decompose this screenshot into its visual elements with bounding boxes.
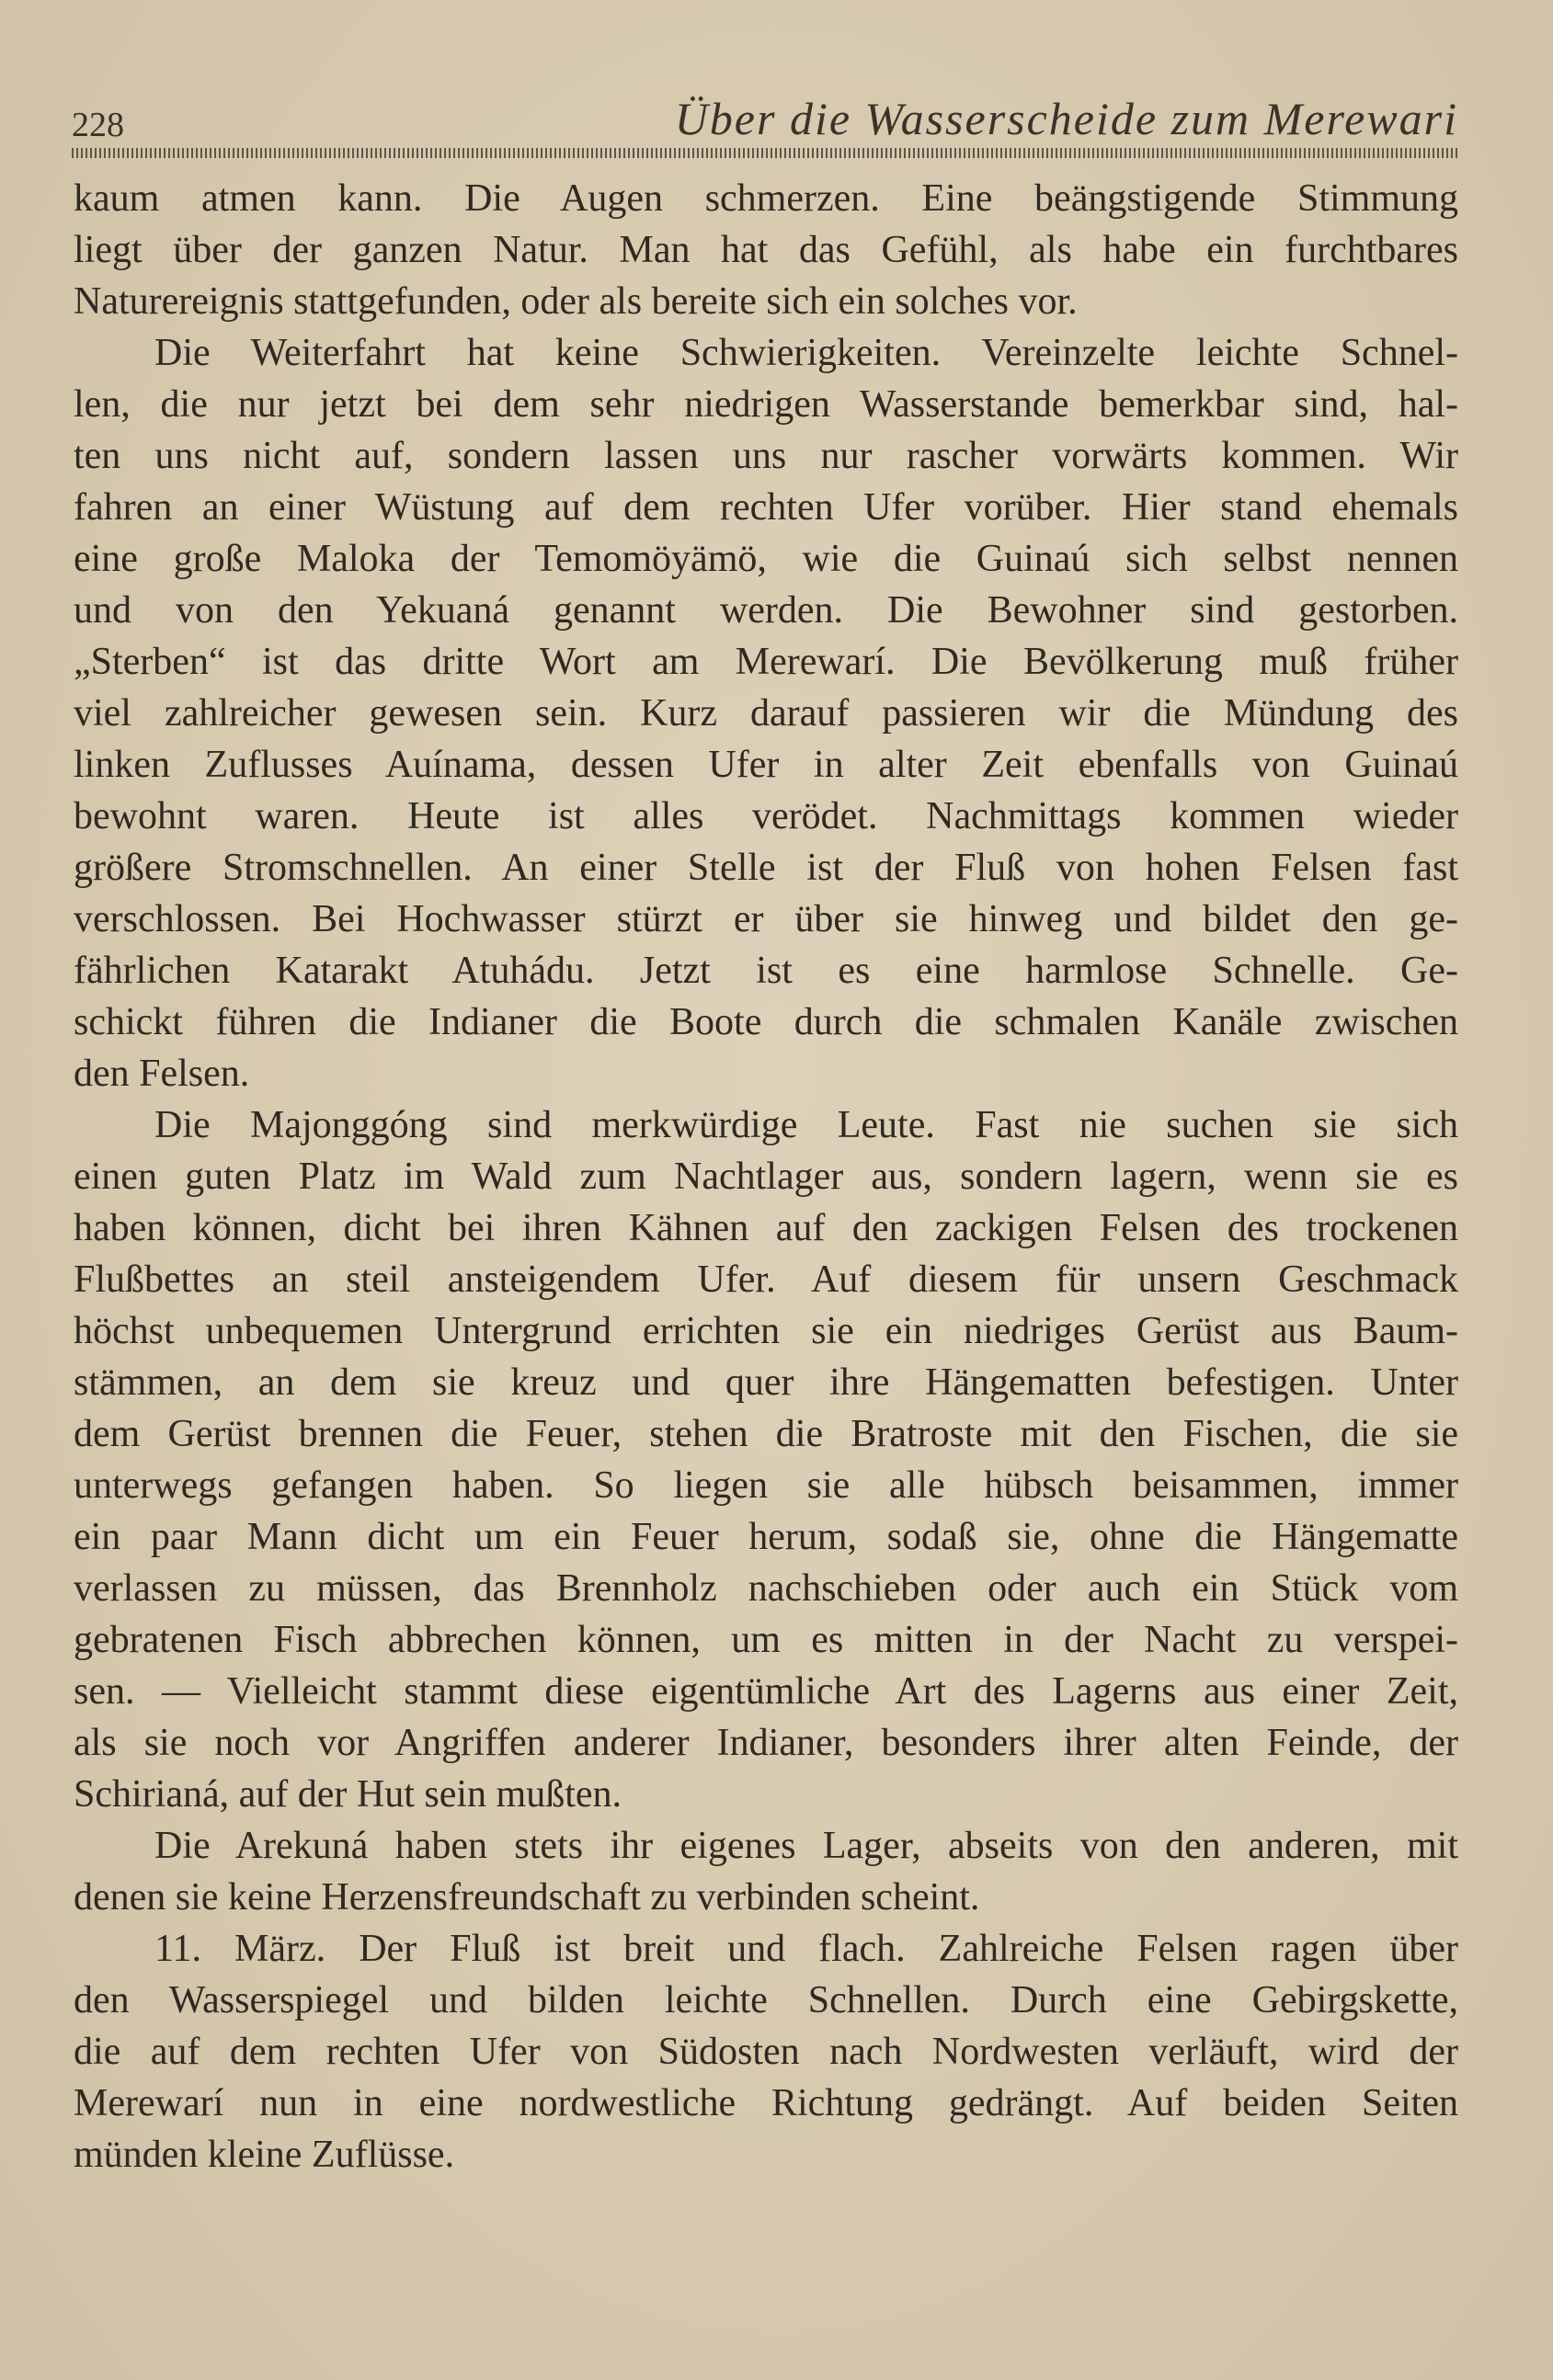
text-line: stämmen, an dem sie kreuz und quer ihre Hängematten befestigen. Unter	[74, 1361, 1458, 1404]
text-line: einen guten Platz im Wald zum Nachtlager aus, sondern lagern, wenn sie es	[74, 1156, 1458, 1198]
text-line: len, die nur jetzt bei dem sehr niedrigen Wasserstande bemerkbar sind, hal-	[74, 383, 1458, 426]
text-line: ein paar Mann dicht um ein Feuer herum, sodaß sie, ohne die Hängematte	[74, 1516, 1458, 1558]
text-line: „Sterben“ ist das dritte Wort am Merewarí. Die Bevölkerung muß früher	[74, 641, 1458, 683]
text-line: verschlossen. Bei Hochwasser stürzt er über sie hinweg und bildet den ge-	[74, 898, 1458, 940]
text-line: höchst unbequemen Untergrund errichten sie ein niedriges Gerüst aus Baum-	[74, 1310, 1458, 1352]
text-line: gebratenen Fisch abbrechen können, um es mitten in der Nacht zu verspei-	[74, 1619, 1458, 1661]
text-line: viel zahlreicher gewesen sein. Kurz darauf passieren wir die Mündung des	[74, 692, 1458, 734]
text-line: Schirianá, auf der Hut sein mußten.	[74, 1773, 622, 1816]
text-line: fährlichen Katarakt Atuhádu. Jetzt ist es eine harmlose Schnelle. Ge-	[74, 950, 1458, 992]
text-line: den Felsen.	[74, 1053, 250, 1095]
running-title: Über die Wasserscheide zum Merewari	[674, 93, 1458, 144]
text-line: linken Zuflusses Auínama, dessen Ufer in alter Zeit ebenfalls von Guinaú	[74, 744, 1458, 786]
text-line: denen sie keine Herzensfreundschaft zu verbinden scheint.	[74, 1876, 980, 1919]
text-line: den Wasserspiegel und bilden leichte Schnellen. Durch eine Gebirgskette,	[74, 1979, 1458, 2021]
text-line: und von den Yekuaná genannt werden. Die Bewohner sind gestorben.	[74, 589, 1458, 632]
text-line: eine große Maloka der Temomöyämö, wie die Guinaú sich selbst nennen	[74, 538, 1458, 580]
text-line: 11. März. Der Fluß ist breit und flach. Zahlreiche Felsen ragen über	[154, 1928, 1458, 1970]
page-number: 228	[72, 106, 124, 144]
body-text	[74, 173, 1458, 2181]
text-line: schickt führen die Indianer die Boote durch die schmalen Kanäle zwischen	[74, 1001, 1458, 1043]
text-line: als sie noch vor Angriffen anderer Indianer, besonders ihrer alten Feinde, der	[74, 1722, 1458, 1764]
text-line: ten uns nicht auf, sondern lassen uns nur rascher vorwärts kommen. Wir	[74, 435, 1458, 477]
text-line: größere Stromschnellen. An einer Stelle ist der Fluß von hohen Felsen fast	[74, 847, 1458, 889]
text-line: dem Gerüst brennen die Feuer, stehen die Bratroste mit den Fischen, die sie	[74, 1413, 1458, 1455]
text-line: verlassen zu müssen, das Brennholz nachschieben oder auch ein Stück vom	[74, 1567, 1458, 1610]
text-line: Naturereignis stattgefunden, oder als bereite sich ein solches vor.	[74, 280, 1078, 323]
text-line: Flußbettes an steil ansteigendem Ufer. Auf diesem für unsern Geschmack	[74, 1258, 1458, 1301]
text-line: sen. — Vielleicht stammt diese eigentümliche Art des Lagerns aus einer Zeit,	[74, 1670, 1458, 1713]
text-line: liegt über der ganzen Natur. Man hat das Gefühl, als habe ein furchtbares	[74, 229, 1458, 271]
header-rule	[72, 148, 1458, 158]
text-line: Merewarí nun in eine nordwestliche Richtung gedrängt. Auf beiden Seiten	[74, 2082, 1458, 2124]
text-line: Die Majonggóng sind merkwürdige Leute. Fast nie suchen sie sich	[154, 1104, 1458, 1146]
text-line: fahren an einer Wüstung auf dem rechten Ufer vorüber. Hier stand ehemals	[74, 486, 1458, 529]
text-line: haben können, dicht bei ihren Kähnen auf den zackigen Felsen des trockenen	[74, 1207, 1458, 1249]
text-line: die auf dem rechten Ufer von Südosten nach Nordwesten verläuft, wird der	[74, 2031, 1458, 2073]
text-line: kaum atmen kann. Die Augen schmerzen. Eine beängstigende Stimmung	[74, 177, 1458, 220]
text-line: Die Arekuná haben stets ihr eigenes Lager, abseits von den anderen, mit	[154, 1825, 1458, 1867]
text-line: Die Weiterfahrt hat keine Schwierigkeiten. Vereinzelte leichte Schnel-	[154, 332, 1458, 374]
page-header	[72, 92, 1458, 147]
text-line: münden kleine Zuflüsse.	[74, 2134, 455, 2176]
text-line: bewohnt waren. Heute ist alles verödet. Nachmittags kommen wieder	[74, 795, 1458, 837]
text-line: unterwegs gefangen haben. So liegen sie alle hübsch beisammen, immer	[74, 1464, 1458, 1507]
